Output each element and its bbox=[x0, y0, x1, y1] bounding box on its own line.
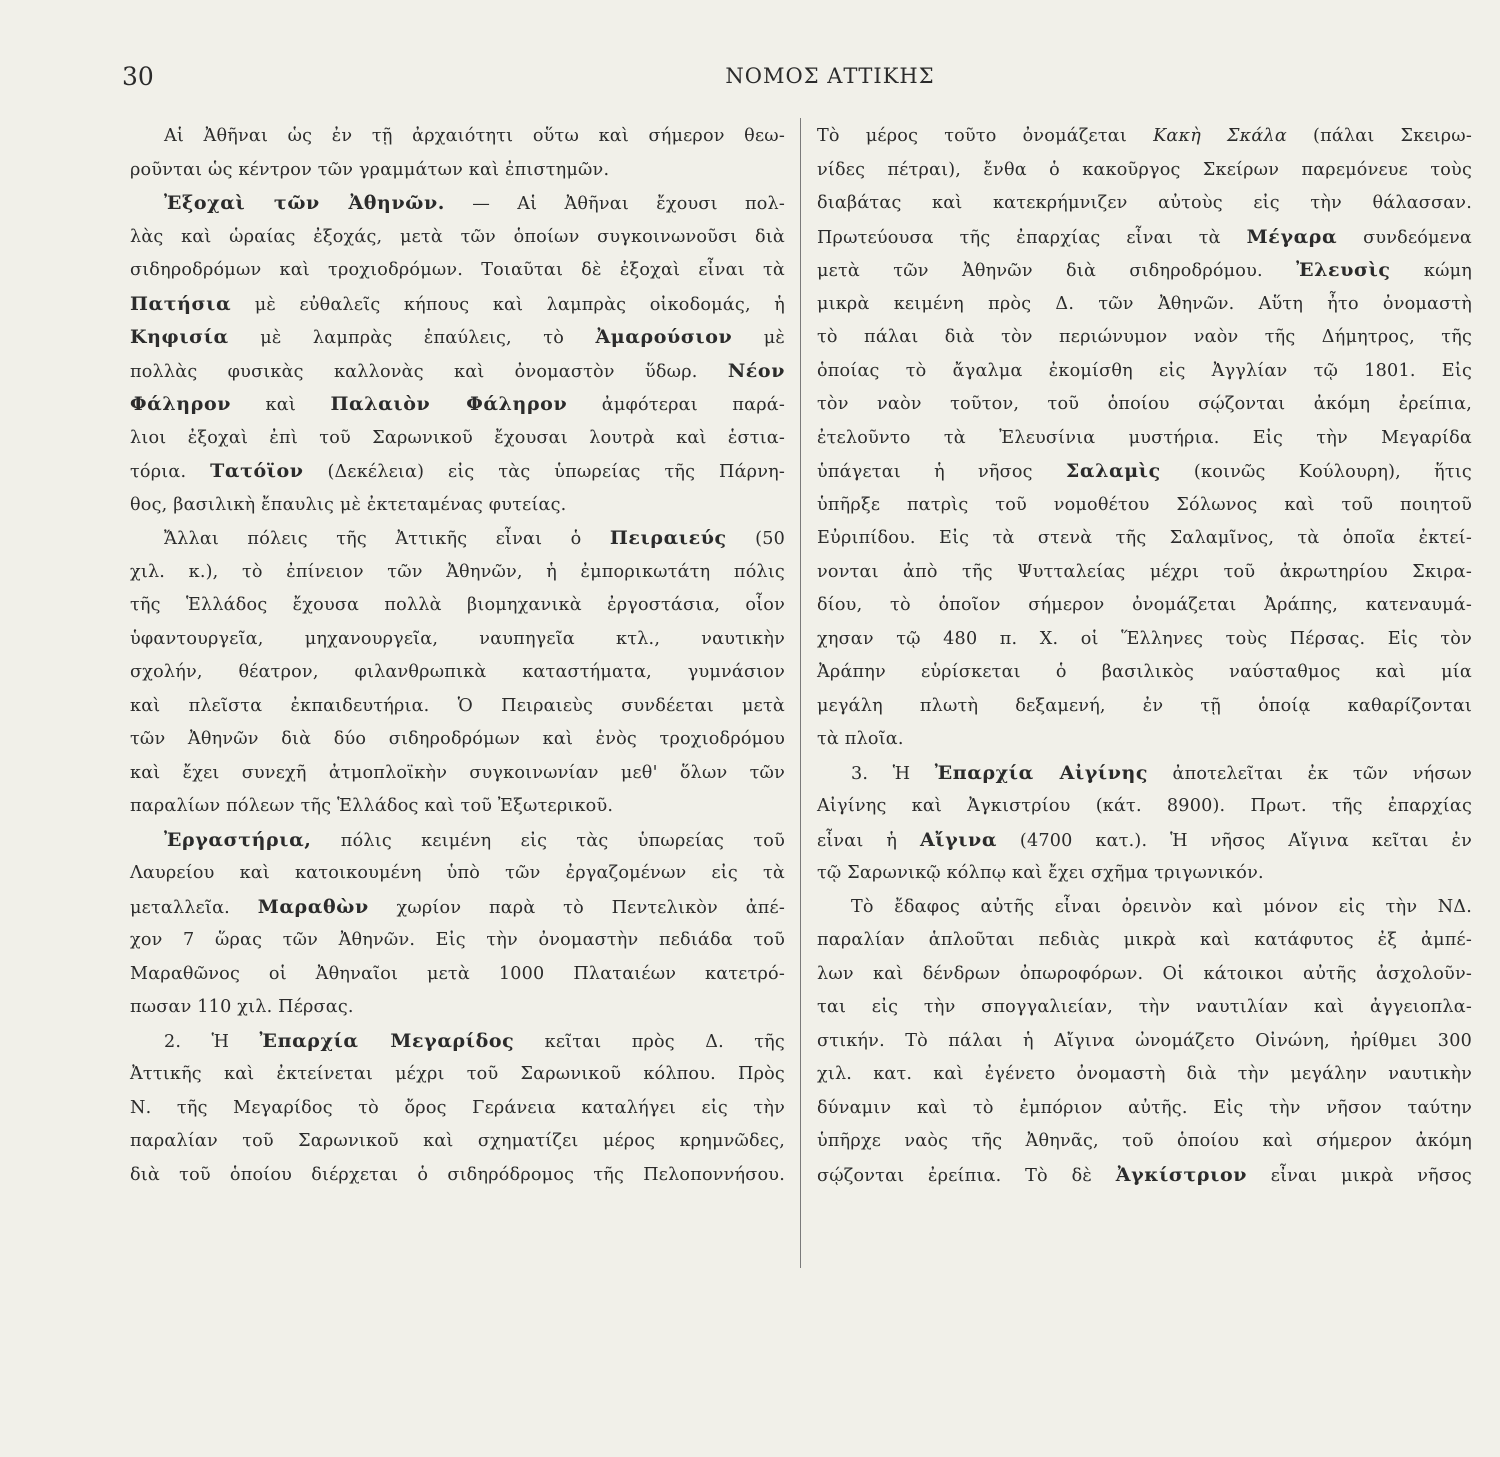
left-column-text-line: Κηφισία μὲ λαμπρὰς ἐπαύλεις, τὸ Ἀμαρούσιον μὲ bbox=[130, 326, 785, 348]
bold-term: Ἀγκίστριον bbox=[1115, 1163, 1247, 1186]
right-column-text-line: δύναμιν καὶ τὸ ἐμπόριον αὐτῆς. Εἰς τὴν νῆσον ταύτην bbox=[817, 1097, 1472, 1118]
right-column-text-line: ὑπῆρχε ναὸς τῆς Ἀθηνᾶς, τοῦ ὁποίου καὶ σήμερον ἀκόμη bbox=[817, 1131, 1472, 1151]
left-column bbox=[130, 120, 785, 1192]
bold-term: Ἐργαστήρια, bbox=[164, 828, 312, 851]
bold-term: Πειραιεύς bbox=[609, 527, 727, 549]
right-column-text-line: ται εἰς τὴν σπογγαλιείαν, τὴν ναυτιλίαν καὶ ἀγγειοπλα- bbox=[817, 997, 1472, 1017]
left-column-text-line: τῶν Ἀθηνῶν διὰ δύο σιδηροδρόμων καὶ ἑνὸς τροχιοδρόμου bbox=[130, 729, 785, 749]
bold-term: Τατόϊον bbox=[210, 460, 304, 482]
right-column-text-line: τὰ πλοῖα. bbox=[817, 729, 904, 749]
left-column-text-line: Ἀττικῆς καὶ ἐκτείνεται μέχρι τοῦ Σαρωνικοῦ κόλπου. Πρὸς bbox=[130, 1064, 785, 1084]
right-column-text-line: μεγάλη πλωτὴ δεξαμενή, ἐν τῇ ὁποίᾳ καθαρίζονται bbox=[817, 695, 1472, 716]
right-column-text-line: Τὸ ἔδαφος αὐτῆς εἶναι ὀρεινὸν καὶ μόνον εἰς τὴν ΝΔ. bbox=[851, 896, 1472, 917]
left-column-text-line: Ἐργαστήρια, πόλις κειμένη εἰς τὰς ὑπωρείας τοῦ bbox=[164, 828, 785, 851]
right-column-text-line: χιλ. κατ. καὶ ἐγένετο ὀνομαστὴ διὰ τὴν μεγάλην ναυτικὴν bbox=[817, 1064, 1472, 1084]
bold-term: Πατήσια bbox=[130, 292, 232, 315]
right-column-text-line: διαβάτας καὶ κατεκρήμνιζεν αὐτοὺς εἰς τὴν θάλασσαν. bbox=[817, 193, 1472, 213]
bold-term: Μαραθὼν bbox=[257, 895, 369, 918]
right-column-text-line: παραλίαν ἁπλοῦται πεδιὰς μικρὰ καὶ κατάφυτος ἐξ ἀμπέ- bbox=[817, 930, 1472, 950]
left-column-text-line: Ἐξοχαὶ τῶν Ἀθηνῶν. — Αἱ Ἀθῆναι ἔχουσι πολ- bbox=[164, 192, 785, 214]
left-column-text-line: χον 7 ὥρας τῶν Ἀθηνῶν. Εἰς τὴν ὀνομαστὴν πεδιάδα τοῦ bbox=[130, 930, 785, 950]
left-column-text-line: ὑφαντουργεῖα, μηχανουργεῖα, ναυπηγεῖα κτλ., ναυτικὴν bbox=[130, 628, 785, 649]
left-column-text-line: Αἱ Ἀθῆναι ὡς ἐν τῇ ἀρχαιότητι οὕτω καὶ σήμερον θεω- bbox=[164, 126, 785, 146]
column-divider bbox=[800, 118, 801, 1268]
left-column-text-line: διὰ τοῦ ὁποίου διέρχεται ὁ σιδηρόδρομος τῆς Πελοποννήσου. bbox=[130, 1164, 785, 1185]
left-column-text-line: χιλ. κ.), τὸ ἐπίνειον τῶν Ἀθηνῶν, ἡ ἐμπορικωτάτη πόλις bbox=[130, 561, 785, 582]
left-column-text-line: λιοι ἐξοχαὶ ἐπὶ τοῦ Σαρωνικοῦ ἔχουσαι λουτρὰ καὶ ἑστια- bbox=[130, 427, 785, 448]
right-column-text-line: ἐτελοῦντο τὰ Ἐλευσίνια μυστήρια. Εἰς τὴν Μεγαρίδα bbox=[817, 427, 1472, 448]
left-column-text-line: τῆς Ἑλλάδος ἔχουσα πολλὰ βιομηχανικὰ ἐργοστάσια, οἷον bbox=[130, 595, 785, 615]
right-column-text-line: χησαν τῷ 480 π. Χ. οἱ Ἕλληνες τοὺς Πέρσας. Εἰς τὸν bbox=[817, 628, 1472, 649]
right-column-text-line: νίδες πέτραι), ἔνθα ὁ κακοῦργος Σκείρων παρεμόνευε τοὺς bbox=[817, 159, 1472, 180]
right-column-text-line: Εὐριπίδου. Εἰς τὰ στενὰ τῆς Σαλαμῖνος, τὰ ὁποῖα ἐκτεί- bbox=[817, 528, 1472, 548]
bold-term: Μέγαρα bbox=[1246, 225, 1338, 248]
left-column-text-line: καὶ ἔχει συνεχῆ ἀτμοπλοϊκὴν συγκοινωνίαν μεθ' ὅλων τῶν bbox=[130, 762, 785, 783]
left-column-text-line: σιδηροδρόμων καὶ τροχιοδρόμων. Τοιαῦται δὲ ἐξοχαὶ εἶναι τὰ bbox=[130, 260, 785, 280]
left-column-text-line: Λαυρείου καὶ κατοικουμένη ὑπὸ τῶν ἐργαζομένων εἰς τὰ bbox=[130, 863, 785, 883]
right-column-text-line: λων καὶ δένδρων ὀπωροφόρων. Οἱ κάτοικοι αὐτῆς ἀσχολοῦν- bbox=[817, 963, 1472, 984]
left-column-text-line: σχολήν, θέατρον, φιλανθρωπικὰ καταστήματα, γυμνάσιον bbox=[130, 662, 785, 682]
right-column-text-line: εἶναι ἡ Αἴγινα (4700 κατ.). Ἡ νῆσος Αἴγινα κεῖται ἐν bbox=[817, 828, 1472, 851]
right-column-text-line: τῷ Σαρωνικῷ κόλπῳ καὶ ἔχει σχῆμα τριγωνικόν. bbox=[817, 863, 1264, 883]
left-column-text-line: μεταλλεῖα. Μαραθὼν χωρίον παρὰ τὸ Πεντελικὸν ἀπέ- bbox=[130, 895, 785, 918]
right-column-text-line: νονται ἀπὸ τῆς Ψυτταλείας μέχρι τοῦ ἀκρωτηρίου Σκιρα- bbox=[817, 561, 1472, 582]
right-column-text-line: Ἀράπην εὑρίσκεται ὁ βασιλικὸς ναύσταθμος καὶ μία bbox=[817, 662, 1472, 682]
bold-term: Αἴγινα bbox=[919, 828, 998, 851]
right-column-text-line: μικρὰ κειμένη πρὸς Δ. τῶν Ἀθηνῶν. Αὕτη ἦτο ὀνομαστὴ bbox=[817, 293, 1472, 314]
right-column-text-line: ὑπῆρξε πατρὶς τοῦ νομοθέτου Σόλωνος καὶ τοῦ ποιητοῦ bbox=[817, 494, 1472, 515]
left-column-text-line: πωσαν 110 χιλ. Πέρσας. bbox=[130, 997, 354, 1017]
left-column-text-line: λὰς καὶ ὡραίας ἐξοχάς, μετὰ τῶν ὁποίων συγκοινωνοῦσι διὰ bbox=[130, 226, 785, 247]
left-column-text-line: ροῦνται ὡς κέντρον τῶν γραμμάτων καὶ ἐπιστημῶν. bbox=[130, 159, 610, 180]
right-column-text-line: σῴζονται ἐρείπια. Τὸ δὲ Ἀγκίστριον εἶναι μικρὰ νῆσος bbox=[817, 1163, 1472, 1186]
bold-term: Ἐπαρχία Αἰγίνης bbox=[934, 761, 1149, 784]
right-column-text-line: ὁποίας τὸ ἄγαλμα ἐκομίσθη εἰς Ἀγγλίαν τῷ 1801. Εἰς bbox=[817, 360, 1472, 381]
left-column-text-line: Μαραθῶνος οἱ Ἀθηναῖοι μετὰ 1000 Πλαταιέων κατετρό- bbox=[130, 963, 785, 984]
right-column-text-line: τὸ πάλαι διὰ τὸν περιώνυμον ναὸν τῆς Δήμητρος, τῆς bbox=[817, 327, 1472, 347]
left-column-text-line: Ἄλλαι πόλεις τῆς Ἀττικῆς εἶναι ὁ Πειραιεύς (50 bbox=[164, 527, 785, 549]
bold-term: Κηφισία bbox=[130, 326, 229, 348]
right-column-text-line: Πρωτεύουσα τῆς ἐπαρχίας εἶναι τὰ Μέγαρα συνδεόμενα bbox=[817, 225, 1472, 248]
bold-term: Φάληρον bbox=[130, 393, 231, 415]
bold-term: Νέον bbox=[727, 359, 785, 382]
right-column-text-line: τὸν ναὸν τοῦτον, τοῦ ὁποίου σῴζονται ἀκόμη ἐρείπια, bbox=[817, 394, 1472, 414]
right-column-text-line: μετὰ τῶν Ἀθηνῶν διὰ σιδηροδρόμου. Ἐλευσὶς κώμη bbox=[817, 259, 1472, 281]
left-column-text-line: πολλὰς φυσικὰς καλλονὰς καὶ ὀνομαστὸν ὕδωρ. Νέον bbox=[130, 359, 785, 382]
bold-term: Ἐλευσὶς bbox=[1296, 259, 1391, 281]
right-column-text-line: ὑπάγεται ἡ νῆσος Σαλαμὶς (κοινῶς Κούλουρη), ἥτις bbox=[817, 460, 1472, 482]
right-column-text-line: Τὸ μέρος τοῦτο ὀνομάζεται Κακὴ Σκάλα (πάλαι Σκειρω- bbox=[817, 126, 1472, 146]
right-column-text-line: δίου, τὸ ὁποῖον σήμερον ὀνομάζεται Ἀράπης, κατεναυμά- bbox=[817, 595, 1472, 615]
right-column-text-line: στικήν. Τὸ πάλαι ἡ Αἴγινα ὠνομάζετο Οἰνώνη, ἠρίθμει 300 bbox=[817, 1030, 1472, 1051]
page-number: 30 bbox=[122, 62, 154, 91]
left-column-text-line: Ν. τῆς Μεγαρίδος τὸ ὄρος Γεράνεια καταλήγει εἰς τὴν bbox=[130, 1097, 785, 1118]
left-column-text-line: παραλίαν τοῦ Σαρωνικοῦ καὶ σχηματίζει μέρος κρημνῶδες, bbox=[130, 1131, 785, 1151]
page-header bbox=[120, 62, 1480, 102]
left-column-text-line: τόρια. Τατόϊον (Δεκέλεια) εἰς τὰς ὑπωρείας τῆς Πάρνη- bbox=[130, 460, 785, 482]
left-column-text-line: Πατήσια μὲ εὐθαλεῖς κήπους καὶ λαμπρὰς οἰκοδομάς, ἡ bbox=[130, 292, 785, 315]
right-column-text-line: Αἰγίνης καὶ Ἀγκιστρίου (κάτ. 8900). Πρωτ. τῆς ἐπαρχίας bbox=[817, 796, 1472, 816]
bold-term: Ἐπαρχία Μεγαρίδος bbox=[259, 1029, 515, 1052]
right-column bbox=[817, 120, 1472, 1192]
bold-term: Σαλαμὶς bbox=[1065, 460, 1161, 482]
left-column-text-line: καὶ πλεῖστα ἐκπαιδευτήρια. Ὁ Πειραιεὺς συνδέεται μετὰ bbox=[130, 695, 785, 716]
bold-term: Ἐξοχαὶ τῶν Ἀθηνῶν. bbox=[164, 192, 445, 214]
left-column-text-line: θος, βασιλικὴ ἔπαυλις μὲ ἐκτεταμένας φυτείας. bbox=[130, 494, 567, 515]
left-column-text-line: παραλίων πόλεων τῆς Ἑλλάδος καὶ τοῦ Ἐξωτερικοῦ. bbox=[130, 796, 614, 816]
left-column-text-line: Φάληρον καὶ Παλαιὸν Φάληρον ἀμφότεραι παρά- bbox=[130, 393, 785, 415]
right-column-text-line: 3. Ἡ Ἐπαρχία Αἰγίνης ἀποτελεῖται ἐκ τῶν νήσων bbox=[851, 761, 1473, 784]
running-title: ΝΟΜΟΣ ΑΤΤΙΚΗΣ bbox=[725, 64, 935, 88]
left-column-text-line: 2. Ἡ Ἐπαρχία Μεγαρίδος κεῖται πρὸς Δ. τῆς bbox=[164, 1029, 785, 1052]
